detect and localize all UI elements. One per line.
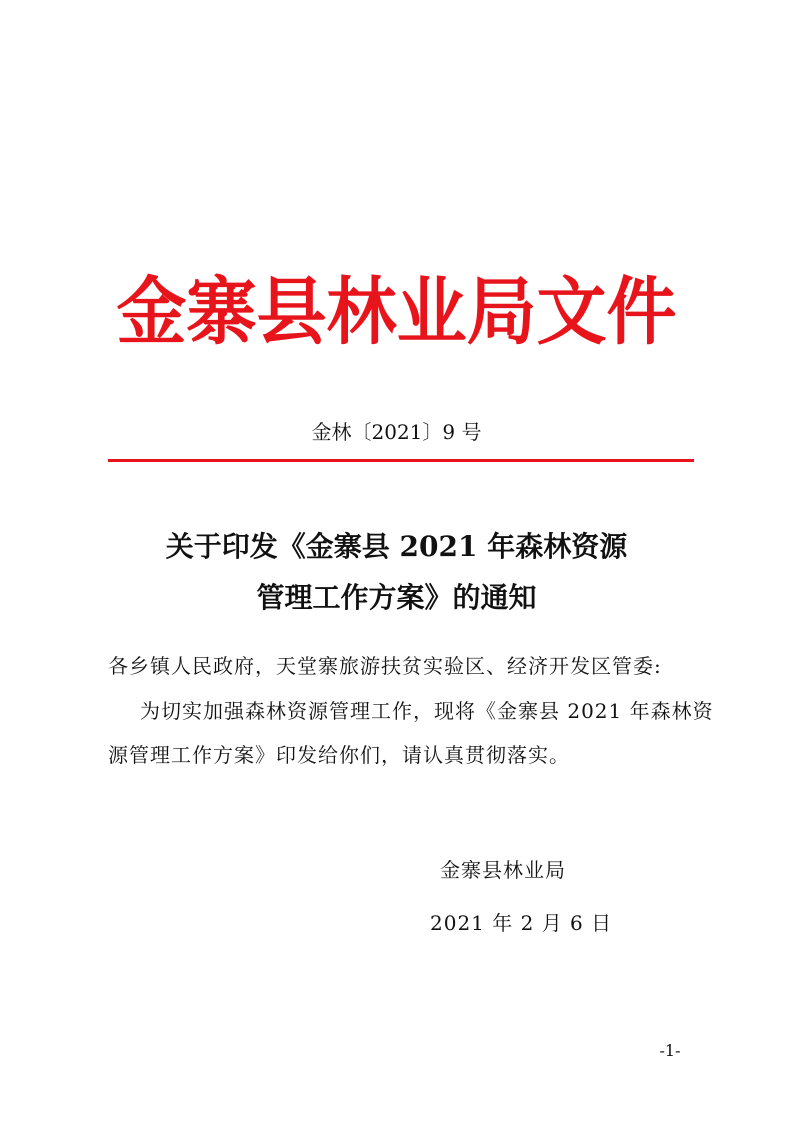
body-paragraph-line-1: 为切实加强森林资源管理工作，现将《金寨县 2021 年森林资 <box>140 699 714 723</box>
signature-date: 2021 年 2 月 6 日 <box>430 911 613 935</box>
issuer-title: 金寨县林业局文件 <box>116 267 677 356</box>
page-number: -1- <box>659 1041 681 1060</box>
signature-organization: 金寨县林业局 <box>440 858 566 882</box>
salutation: 各乡镇人民政府，天堂寨旅游扶贫实验区、经济开发区管委: <box>108 654 662 678</box>
body-paragraph-line-2: 源管理工作方案》印发给你们，请认真贯彻落实。 <box>108 743 570 767</box>
notice-title-line-1: 关于印发《金寨县 2021 年森林资源 <box>165 530 628 563</box>
document-number: 金林〔2021〕9 号 <box>311 420 482 444</box>
red-separator-rule <box>108 459 694 462</box>
notice-title-line-2: 管理工作方案》的通知 <box>256 581 537 614</box>
